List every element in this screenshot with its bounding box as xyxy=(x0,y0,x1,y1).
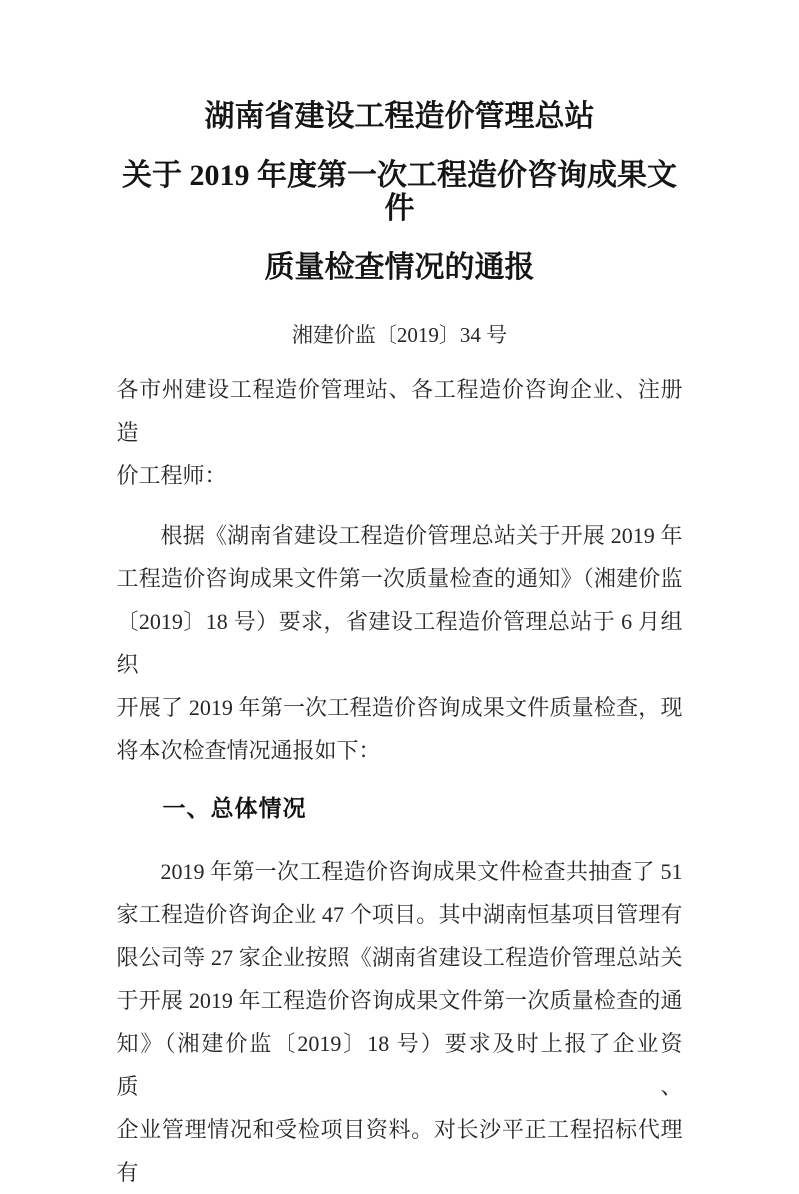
salutation-line: 各市州建设工程造价管理站、各工程造价咨询企业、注册造 xyxy=(116,377,683,445)
document-title-line-1: 湖南省建设工程造价管理总站 xyxy=(204,100,595,133)
paragraph-line: 开展了 2019 年第一次工程造价咨询成果文件质量检查，现 xyxy=(116,695,683,720)
paragraph-intro xyxy=(117,514,683,772)
paragraph-line: 知》（湘建价监〔2019〕18 号）要求及时上报了企业资质、 xyxy=(116,1031,683,1099)
salutation-line: 价工程师： xyxy=(116,463,227,488)
paragraph-line: 2019 年第一次工程造价咨询成果文件检查共抽查了 51 xyxy=(160,859,683,884)
paragraph-line: 将本次检查情况通报如下： xyxy=(116,738,381,763)
section-heading-overall-situation: 一、总体情况 xyxy=(162,795,307,821)
paragraph-line: 〔2019〕18 号）要求，省建设工程造价管理总站于 6 月组织 xyxy=(116,609,683,677)
document-reference-number: 湘建价监〔2019〕34 号 xyxy=(291,323,508,347)
paragraph-line: 根据《湖南省建设工程造价管理总站关于开展 2019 年 xyxy=(160,523,683,548)
paragraph-overall-situation xyxy=(117,850,683,1194)
paragraph-line: 于开展 2019 年工程造价咨询成果文件第一次质量检查的通 xyxy=(116,988,683,1013)
document-title-line-2: 关于 2019 年度第一次工程造价咨询成果文件 xyxy=(122,159,677,225)
paragraph-line: 企业管理情况和受检项目资料。对长沙平正工程招标代理有 xyxy=(116,1117,683,1185)
paragraph-line: 家工程造价咨询企业 47 个项目。其中湖南恒基项目管理有 xyxy=(116,902,683,927)
paragraph-line: 工程造价咨询成果文件第一次质量检查的通知》（湘建价监 xyxy=(116,566,683,591)
paragraph-line: 限公司等 27 家企业按照《湖南省建设工程造价管理总站关 xyxy=(116,945,683,970)
document-title xyxy=(117,0,683,284)
salutation xyxy=(117,368,683,497)
document-title-line-3: 质量检查情况的通报 xyxy=(264,251,535,284)
document-content-column xyxy=(117,0,683,1194)
